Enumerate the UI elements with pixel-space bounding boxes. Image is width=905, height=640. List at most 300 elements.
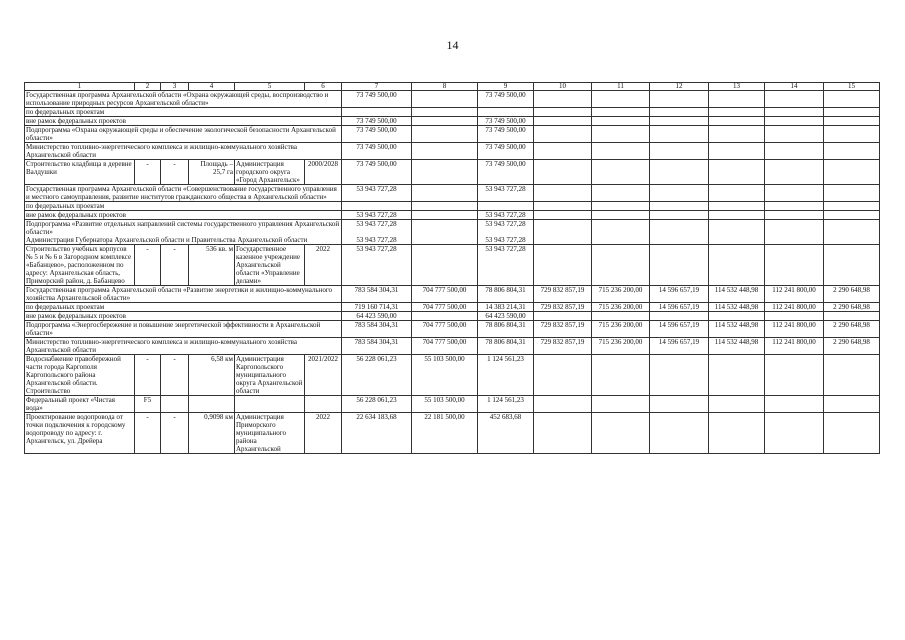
amount-cell: [709, 245, 765, 286]
amount-cell: [412, 143, 478, 160]
amount-cell: [824, 143, 880, 160]
amount-cell: [534, 185, 592, 202]
table-cell: -: [161, 355, 189, 396]
amount-value: 56 228 061,23: [356, 396, 397, 404]
amount-cell: [709, 413, 765, 454]
row-name: Строительство кладбища в деревне Валдушки: [25, 160, 135, 185]
amount-cell: [709, 211, 765, 220]
table-cell: -: [161, 160, 189, 185]
amount-cell: [650, 321, 709, 338]
amount-cell: [592, 211, 650, 220]
amount-cell: [342, 160, 412, 185]
row-name-text: Подпрограмма «Развитие отдельных направлений системы государственного управления Архангельской области»: [26, 220, 340, 236]
amount-value: 704 777 500,00: [422, 286, 467, 294]
amount-value: 53 943 727,28: [356, 245, 397, 253]
amount-cell: [592, 286, 650, 303]
amount-cell: [478, 108, 534, 117]
amount-cell: [709, 355, 765, 396]
row-name: [25, 143, 342, 160]
row-name-text: по федеральных проектам: [26, 303, 105, 311]
amount-cell: [650, 211, 709, 220]
amount-cell: [412, 108, 478, 117]
table-row: [25, 312, 880, 321]
amount-cell: [650, 413, 709, 454]
amount-cell: [824, 303, 880, 312]
table-cell: [305, 396, 342, 413]
amount-cell: [412, 303, 478, 312]
amount-value: 112 241 800,00: [772, 321, 816, 329]
amount-value: 55 103 500,00: [424, 396, 465, 404]
table-row: [25, 160, 880, 185]
amount-cell: [592, 108, 650, 117]
amount-value: 64 423 590,00: [356, 312, 397, 320]
table-row: [25, 143, 880, 160]
row-name: [25, 108, 342, 117]
row-name: [25, 211, 342, 220]
row-name-text: вне рамок федеральных проектов: [26, 211, 126, 219]
amount-cell: [412, 211, 478, 220]
amount-cell: [342, 355, 412, 396]
amount-cell: [342, 303, 412, 312]
amount-value: 22 634 183,68: [356, 413, 397, 421]
table-row: [25, 117, 880, 126]
amount-cell: [709, 126, 765, 143]
amount-cell: [650, 286, 709, 303]
amount-value: 729 832 857,19: [540, 321, 585, 329]
amount-cell: [592, 413, 650, 454]
table-cell: 2022: [305, 245, 342, 286]
amount-cell: [765, 143, 824, 160]
amount-cell: [534, 91, 592, 108]
amount-cell: [709, 117, 765, 126]
amount-value: 73 749 500,00: [485, 117, 526, 125]
amount-value: 78 806 804,31: [485, 338, 526, 346]
table-row: [25, 126, 880, 143]
amount-cell: [478, 245, 534, 286]
row-name: [25, 117, 342, 126]
amount-cell: [650, 117, 709, 126]
amount-value: 78 806 804,31: [485, 286, 526, 294]
amount-value: 14 596 657,19: [658, 338, 700, 346]
amount-value: 2 290 648,98: [833, 338, 870, 346]
amount-cell: [592, 245, 650, 286]
table-cell: 2022: [305, 413, 342, 454]
amount-cell: [534, 355, 592, 396]
amount-value: 73 749 500,00: [356, 91, 397, 99]
amount-cell: [478, 143, 534, 160]
amount-cell: [650, 160, 709, 185]
row-name-text: Государственная программа Архангельской области «Охрана окружающей среды, воспроизводство и использование природных ресурсов Архангельской области»: [26, 91, 329, 107]
amount-value: 2 290 648,98: [833, 303, 870, 311]
table-row: [25, 355, 880, 396]
amount-cell: [342, 396, 412, 413]
amount-cell: [412, 312, 478, 321]
amount-value: 73 749 500,00: [356, 117, 397, 125]
column-header: 6: [305, 83, 342, 91]
amount-cell: [765, 286, 824, 303]
row-name: [25, 91, 342, 108]
amount-cell: [824, 396, 880, 413]
amount-cell: [592, 338, 650, 355]
amount-cell: [824, 413, 880, 454]
amount-cell: [765, 355, 824, 396]
table-cell: -: [135, 355, 161, 396]
amount-value: 783 584 304,31: [354, 321, 399, 329]
amount-cell: [534, 338, 592, 355]
amount-cell: [765, 312, 824, 321]
row-name-text: вне рамок федеральных проектов: [26, 312, 126, 320]
table-cell: -: [161, 413, 189, 454]
amount-value: 73 749 500,00: [485, 143, 526, 151]
amount-cell: [412, 355, 478, 396]
amount-cell: [534, 396, 592, 413]
amount-cell: [650, 126, 709, 143]
amount-cell: [709, 396, 765, 413]
amount-value: 114 532 448,98: [714, 303, 759, 311]
column-header: 15: [824, 83, 880, 91]
amount-value: 112 241 800,00: [772, 303, 816, 311]
amount-cell: [534, 126, 592, 143]
amount-value: 704 777 500,00: [422, 321, 467, 329]
amount-cell: [765, 160, 824, 185]
amount-cell: [412, 126, 478, 143]
amount-value: 14 596 657,19: [658, 321, 700, 329]
amount-cell: [478, 312, 534, 321]
amount-cell: [534, 211, 592, 220]
table-cell: Государственное казенное учреждение Архангельской области «Управление делами»: [235, 245, 305, 286]
amount-cell: [592, 303, 650, 312]
row-name: [25, 202, 342, 211]
amount-cell: [765, 126, 824, 143]
table-row: [25, 202, 880, 211]
amount-cell: [534, 220, 592, 245]
amount-value: 2 290 648,98: [833, 321, 870, 329]
amount-cell: [478, 220, 534, 245]
amount-value: 114 532 448,98: [714, 338, 759, 346]
amount-value: 729 832 857,19: [540, 286, 585, 294]
row-name: [25, 321, 342, 338]
amount-cell: [342, 202, 412, 211]
amount-value: 73 749 500,00: [356, 160, 397, 168]
amount-cell: [412, 160, 478, 185]
column-header: 11: [592, 83, 650, 91]
table-cell: Администрация городского округа «Город Архангельск»: [235, 160, 305, 185]
table-row: [25, 91, 880, 108]
table-cell: 2021/2022: [305, 355, 342, 396]
amount-cell: [709, 220, 765, 245]
amount-cell: [592, 220, 650, 245]
amount-cell: [342, 338, 412, 355]
amount-cell: [412, 185, 478, 202]
page-number: 14: [446, 38, 459, 52]
table-row: [25, 286, 880, 303]
amount-cell: [342, 321, 412, 338]
amount-value: 14 596 657,19: [658, 303, 700, 311]
amount-cell: [342, 286, 412, 303]
amount-value: 14 383 214,31: [485, 303, 526, 311]
amount-cell: [478, 91, 534, 108]
column-header: 4: [189, 83, 235, 91]
amount-cell: [412, 338, 478, 355]
row-name-text: Администрация Губернатора Архангельской области и Правительства Архангельской области: [26, 236, 308, 244]
amount-value: 715 236 200,00: [598, 303, 643, 311]
table-cell: -: [135, 413, 161, 454]
amount-cell: [478, 396, 534, 413]
amount-cell: [534, 286, 592, 303]
amount-value: 53 943 727,28: [356, 185, 397, 193]
amount-value: 704 777 500,00: [422, 303, 467, 311]
amount-cell: [824, 91, 880, 108]
table-cell: [235, 396, 305, 413]
column-header: 8: [412, 83, 478, 91]
column-header: 10: [534, 83, 592, 91]
amount-cell: [478, 303, 534, 312]
row-name: [25, 312, 342, 321]
amount-value: 783 584 304,31: [354, 338, 399, 346]
table-row: [25, 303, 880, 312]
amount-value: 22 181 500,00: [424, 413, 465, 421]
amount-cell: [765, 211, 824, 220]
amount-cell: [824, 126, 880, 143]
amount-cell: [765, 321, 824, 338]
amount-cell: [824, 245, 880, 286]
amount-cell: [342, 211, 412, 220]
column-header: 1: [25, 83, 135, 91]
amount-cell: [824, 220, 880, 245]
amount-value: 53 943 727,28: [485, 236, 526, 244]
amount-value: 452 683,68: [489, 413, 522, 421]
amount-cell: [824, 185, 880, 202]
table-cell: 0,9098 км: [189, 413, 235, 454]
amount-value: 719 160 714,31: [354, 303, 399, 311]
amount-cell: [650, 355, 709, 396]
amount-cell: [342, 143, 412, 160]
table-cell: 536 кв. м: [189, 245, 235, 286]
amount-cell: [824, 338, 880, 355]
amount-cell: [824, 202, 880, 211]
amount-cell: [765, 245, 824, 286]
amount-cell: [592, 160, 650, 185]
amount-value: 73 749 500,00: [485, 126, 526, 134]
amount-cell: [650, 338, 709, 355]
amount-cell: [534, 143, 592, 160]
amount-cell: [478, 126, 534, 143]
amount-cell: [478, 321, 534, 338]
amount-cell: [765, 117, 824, 126]
amount-value: 729 832 857,19: [540, 338, 585, 346]
table-cell: [161, 396, 189, 413]
amount-cell: [709, 286, 765, 303]
row-name-text: Подпрограмма «Энергосбережение и повышение энергетической эффективности в Архангельской области»: [26, 321, 321, 337]
table-cell: 6,58 км: [189, 355, 235, 396]
amount-cell: [478, 117, 534, 126]
amount-cell: [824, 312, 880, 321]
amount-cell: [650, 312, 709, 321]
amount-cell: [824, 286, 880, 303]
amount-value: 2 290 648,98: [833, 286, 870, 294]
row-name-text: Подпрограмма «Охрана окружающей среды и обеспечение экологической безопасности Архангельской области»: [26, 126, 336, 142]
amount-cell: [342, 126, 412, 143]
row-name: [25, 303, 342, 312]
amount-cell: [765, 185, 824, 202]
table-cell: Площадь – 25,7 га: [189, 160, 235, 185]
amount-cell: [709, 108, 765, 117]
amount-cell: [650, 396, 709, 413]
amount-cell: [650, 202, 709, 211]
amount-cell: [534, 312, 592, 321]
amount-value: 715 236 200,00: [598, 321, 643, 329]
column-header: 5: [235, 83, 305, 91]
amount-value: 114 532 448,98: [714, 321, 759, 329]
amount-cell: [478, 413, 534, 454]
amount-cell: [412, 396, 478, 413]
amount-cell: [824, 108, 880, 117]
amount-cell: [592, 312, 650, 321]
amount-cell: [709, 160, 765, 185]
amount-cell: [824, 160, 880, 185]
amount-cell: [478, 160, 534, 185]
column-header: 13: [709, 83, 765, 91]
column-header: 2: [135, 83, 161, 91]
amount-value: 55 103 500,00: [424, 355, 465, 363]
amount-value: 114 532 448,98: [714, 286, 759, 294]
column-header: 7: [342, 83, 412, 91]
amount-value: 53 943 727,28: [485, 185, 526, 193]
amount-cell: [534, 245, 592, 286]
amount-cell: [650, 245, 709, 286]
row-name-text: по федеральных проектам: [26, 108, 105, 116]
amount-value: 64 423 590,00: [485, 312, 526, 320]
amount-cell: [342, 245, 412, 286]
amount-cell: [650, 303, 709, 312]
table-cell: -: [161, 245, 189, 286]
amount-cell: [824, 211, 880, 220]
row-name-text: по федеральных проектам: [26, 202, 105, 210]
table-row: [25, 108, 880, 117]
amount-cell: [765, 220, 824, 245]
table-cell: -: [135, 245, 161, 286]
column-header: 14: [765, 83, 824, 91]
amount-cell: [478, 286, 534, 303]
row-name-text: Государственная программа Архангельской области «Развитие энергетики и жилищно-коммунального хозяйства Архангельской области»: [26, 286, 333, 302]
amount-value: 112 241 800,00: [772, 286, 816, 294]
table-row: [25, 245, 880, 286]
amount-cell: [478, 355, 534, 396]
amount-value: 53 943 727,28: [485, 245, 526, 253]
amount-cell: [412, 413, 478, 454]
row-name: Водоснабжение правобережной части города Каргополя Каргопольского района Архангельской области. Строительство: [25, 355, 135, 396]
table-cell: Администрация Каргопольского муниципального округа Архангельской области: [235, 355, 305, 396]
amount-cell: [412, 202, 478, 211]
amount-cell: [534, 108, 592, 117]
amount-cell: [650, 143, 709, 160]
row-name: Проектирование водопровода от точки подключения к городскому водопроводу по адресу: г. Архангельск, ул. Дрейера: [25, 413, 135, 454]
amount-cell: [412, 286, 478, 303]
amount-value: 56 228 061,23: [356, 355, 397, 363]
amount-cell: [765, 396, 824, 413]
amount-value: 729 832 857,19: [540, 303, 585, 311]
amount-cell: [650, 91, 709, 108]
column-header: 3: [161, 83, 189, 91]
amount-cell: [342, 117, 412, 126]
amount-cell: [709, 143, 765, 160]
amount-cell: [478, 185, 534, 202]
row-name: Федеральный проект «Чистая вода»: [25, 396, 135, 413]
amount-value: 53 943 727,28: [485, 211, 526, 219]
amount-cell: [592, 91, 650, 108]
amount-cell: [534, 160, 592, 185]
amount-cell: [478, 338, 534, 355]
table-row: [25, 396, 880, 413]
amount-cell: [709, 312, 765, 321]
table-cell: 2000/2028: [305, 160, 342, 185]
table-row: [25, 185, 880, 202]
amount-cell: [342, 108, 412, 117]
table-row: [25, 321, 880, 338]
amount-value: 73 749 500,00: [356, 143, 397, 151]
amount-cell: [709, 185, 765, 202]
row-name: [25, 338, 342, 355]
amount-value: 78 806 804,31: [485, 321, 526, 329]
amount-cell: [342, 185, 412, 202]
row-name-text: Министерство топливно-энергетического комплекса и жилищно-коммунального хозяйства Архангельской области: [26, 143, 297, 159]
row-name: [25, 220, 342, 245]
amount-cell: [412, 91, 478, 108]
column-header: 9: [478, 83, 534, 91]
amount-cell: [592, 396, 650, 413]
amount-cell: [709, 303, 765, 312]
amount-cell: [592, 185, 650, 202]
amount-cell: [592, 202, 650, 211]
table-row: [25, 413, 880, 454]
amount-cell: [765, 413, 824, 454]
amount-cell: [765, 202, 824, 211]
table-cell: -: [135, 160, 161, 185]
amount-cell: [709, 321, 765, 338]
amount-value: 715 236 200,00: [598, 286, 643, 294]
row-name: [25, 286, 342, 303]
amount-cell: [412, 117, 478, 126]
amount-cell: [765, 91, 824, 108]
amount-value: 1 124 561,23: [487, 355, 524, 363]
amount-value: 73 749 500,00: [485, 160, 526, 168]
amount-value: 783 584 304,31: [354, 286, 399, 294]
amount-value: 112 241 800,00: [772, 338, 816, 346]
amount-cell: [412, 321, 478, 338]
amount-cell: [478, 202, 534, 211]
amount-value: 14 596 657,19: [658, 286, 700, 294]
amount-value: 1 124 561,23: [487, 396, 524, 404]
amount-cell: [592, 321, 650, 338]
table-cell: Администрация Приморского муниципального района Архангельской: [235, 413, 305, 454]
amount-cell: [342, 413, 412, 454]
amount-value: 53 943 727,28: [356, 236, 397, 244]
amount-cell: [824, 117, 880, 126]
row-name-text: вне рамок федеральных проектов: [26, 117, 126, 125]
amount-value: 53 943 727,28: [485, 220, 526, 228]
amount-cell: [342, 91, 412, 108]
amount-cell: [342, 312, 412, 321]
table-row: [25, 211, 880, 220]
amount-cell: [342, 220, 412, 245]
amount-cell: [824, 321, 880, 338]
row-name: Строительство учебных корпусов № 5 и № 6 в Загородном комплексе «Бабанцево», расположенном по адресу: Архангельская область, Приморский район, д. Бабанцево: [25, 245, 135, 286]
amount-cell: [592, 143, 650, 160]
amount-cell: [650, 185, 709, 202]
amount-cell: [709, 91, 765, 108]
amount-cell: [412, 220, 478, 245]
amount-cell: [592, 126, 650, 143]
